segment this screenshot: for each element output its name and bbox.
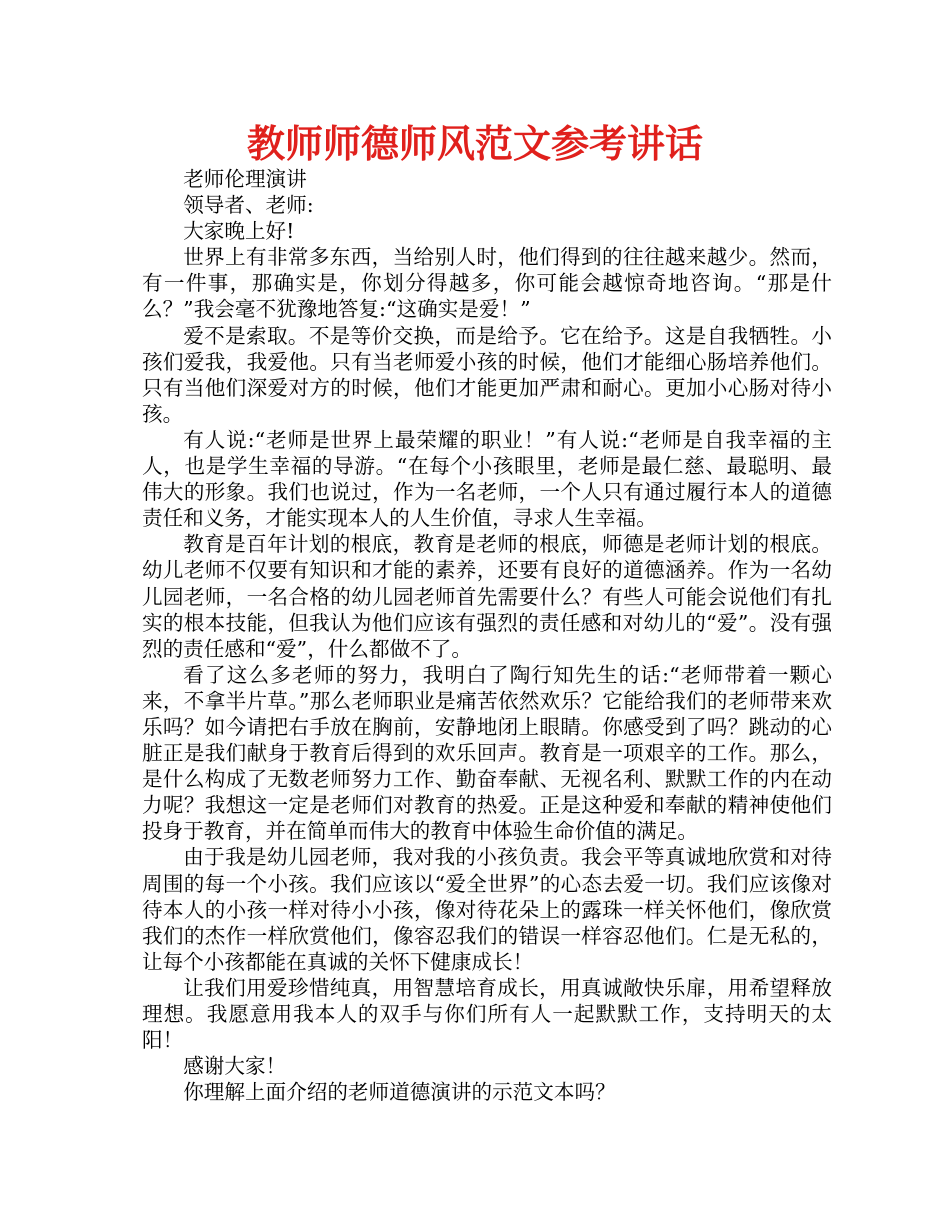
paragraph-call-to-action: 让我们用爱珍惜纯真，用智慧培育成长，用真诚敞快乐扉，用希望释放理想。我愿意用我本人的双手与你们所有人一起默默工作，支持明天的太阳！ [142, 975, 832, 1053]
paragraph-speech-heading: 老师伦理演讲 [183, 167, 307, 191]
paragraph-closing-question: 你理解上面介绍的老师道德演讲的示范文本吗？ [183, 1080, 616, 1105]
paragraph-greeting: 大家晚上好! [183, 219, 295, 244]
paragraph-thanks: 感谢大家！ [183, 1054, 287, 1079]
paragraph-teacher-honor: 有人说:“老师是世界上最荣耀的职业！”有人说:“老师是自我幸福的主人，也是学生幸福的导游。“在每个小孩眼里，老师是最仁慈、最聪明、最伟大的形象。我们也说过，作为一名老师，一个人只有通过履行本人的道德责任和义务，才能实现本人的人生价值，寻求人生幸福。 [142, 427, 832, 531]
paragraph-love-giving: 爱不是索取。不是等价交换，而是给予。它在给予。这是自我牺牲。小孩们爱我，我爱他。只有当老师爱小孩的时候，他们才能细心肠培养他们。只有当他们深爱对方的时候，他们才能更加严肃和耐心。更加小心肠对待小孩。 [142, 323, 832, 426]
paragraph-intro: 世界上有非常多东西，当给别人时，他们得到的往往越来越少。然而，有一件事，那确实是，你划分得越多，你可能会越惊奇地咨询。“那是什么？”我会毫不犹豫地答复:“这确实是爱！” [142, 245, 832, 322]
document-body [142, 166, 832, 1105]
paragraph-salutation: 领导者、老师: [183, 193, 314, 218]
document-title: 教师师德师风范文参考讲话 [246, 122, 703, 166]
paragraph-education-foundation: 教育是百年计划的根底，教育是老师的根底，师德是老师计划的根底。幼儿老师不仅要有知识和才能的素养，还要有良好的道德涵养。作为一名幼儿园老师，一名合格的幼儿园老师首先需要什么？有些人可能会说他们有扎实的根本技能，但我认为他们应该有强烈的责任感和对幼儿的“爱”。没有强烈的责任感和“爱”，什么都做不了。 [142, 532, 832, 661]
paragraph-teacher-joy: 看了这么多老师的努力，我明白了陶行知先生的话:“老师带着一颗心来，不拿半片草。”那么老师职业是痛苦依然欢乐？它能给我们的老师带来欢乐吗？如今请把右手放在胸前，安静地闭上眼睛。你感受到了吗？跳动的心脏正是我们献身于教育后得到的欢乐回声。教育是一项艰辛的工作。那么，是什么构成了无数老师努力工作、勤奋奉献、无视名利、默默工作的内在动力呢？我想这一定是老师们对教育的热爱。正是这种爱和奉献的精神使他们投身于教育，并在简单而伟大的教育中体验生命价值的满足。 [142, 662, 832, 844]
paragraph-kindergarten-care: 由于我是幼儿园老师，我对我的小孩负责。我会平等真诚地欣赏和对待周围的每一个小孩。我们应该以“爱全世界”的心态去爱一切。我们应该像对待本人的小孩一样对待小小孩，像对待花朵上的露珠一样关怀他们，像欣赏我们的杰作一样欣赏他们，像容忍我们的错误一样容忍他们。仁是无私的，让每个小孩都能在真诚的关怀下健康成长！ [142, 845, 832, 974]
